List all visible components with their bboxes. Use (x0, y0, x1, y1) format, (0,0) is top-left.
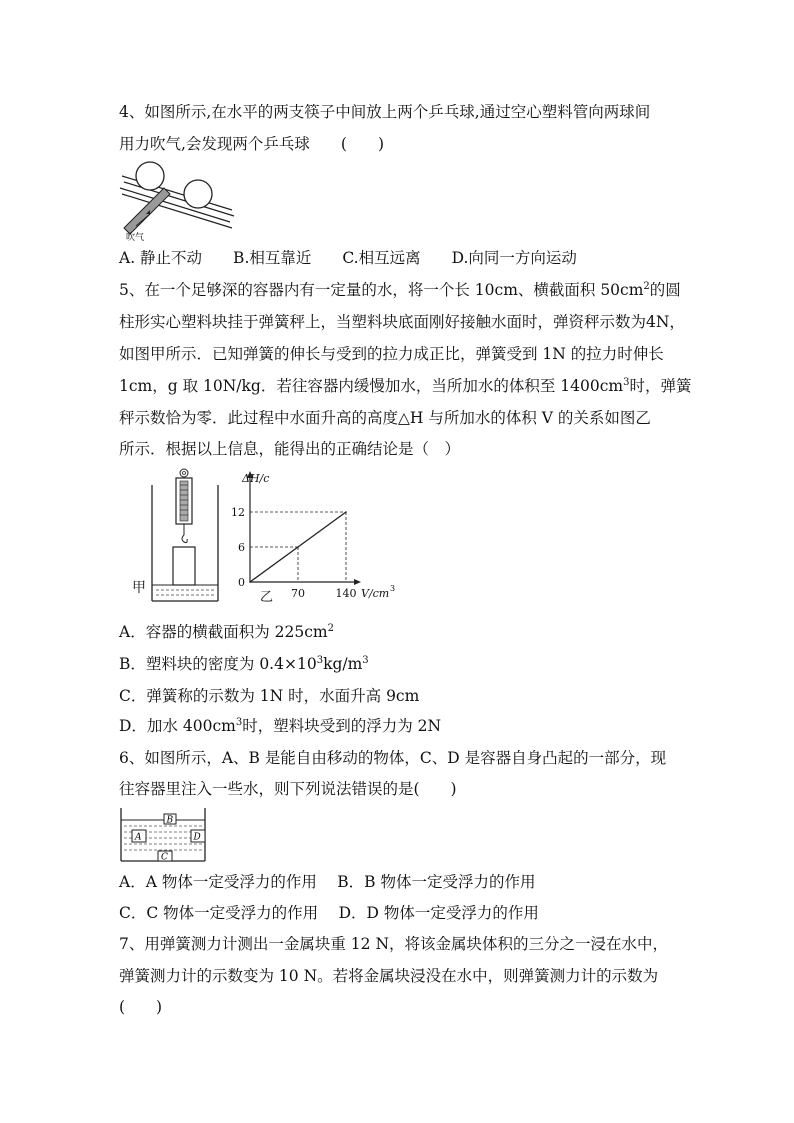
q4-figure-chopsticks-balls (118, 158, 238, 242)
q6-label-d: D (193, 832, 201, 843)
chart-y-tick-label: 0 (238, 576, 245, 589)
q5-option-a (119, 622, 334, 642)
chart-figure-label: 乙 (260, 590, 274, 605)
chart-x-tick-label: 70 (291, 587, 305, 600)
q6-text-line2: 往容器里注入一些水，则下列说法错误的是( ) (119, 780, 457, 798)
q5-option-a-sup: 2 (327, 623, 334, 634)
q6-label-c: C (161, 852, 168, 863)
q6-options-row2: C．C 物体一定受浮力的作用 D．D 物体一定受浮力的作用 (119, 904, 539, 922)
q6-text-line1: 6、如图所示，A、B 是能自由移动的物体，C、D 是容器自身凸起的一部分，现 (119, 749, 667, 767)
q5-option-d-sup: 3 (235, 717, 243, 728)
q6-figure-container (118, 806, 210, 864)
q5-option-d-text: D．加水 400cm (119, 717, 236, 735)
q5-line1-tail: 的圆 (649, 281, 681, 299)
q6-label-b: B (166, 815, 174, 826)
chart-x-axis-arrow (354, 579, 361, 585)
q5-option-d-tail: 时，塑料块受到的浮力为 2N (242, 717, 442, 735)
q5-line4-main: 1cm，g 取 10N/kg．若往容器内缓慢加水，当所加水的体积至 1400cm (119, 377, 624, 395)
chart-point (297, 546, 299, 548)
chart-y-label: ΔH/c (242, 472, 270, 485)
chart-x-label-sup: 3 (390, 584, 396, 593)
q5-option-b-text: B．塑料块的密度为 0.4×10 (119, 655, 317, 673)
chart-point (249, 581, 251, 583)
q5-option-b-sup1: 3 (316, 655, 324, 666)
chart-x-label: V/cm (361, 587, 390, 600)
q5-text-line5: 秤示数恰为零．此过程中水面升高的高度△H 与所加水的体积 V 的关系如图乙 (119, 409, 651, 427)
q5-text-line6: 所示．根据以上信息，能得出的正确结论是（ ） (119, 440, 461, 458)
q5-text-line3: 如图甲所示．已知弹簧的伸长与受到的拉力成正比，弹簧受到 1N 的拉力时伸长 (119, 345, 664, 363)
q4-text-line1: 4、如图所示,在水平的两支筷子中间放上两个乒乓球,通过空心塑料管向两球间 (119, 103, 651, 121)
q5-text-line2: 柱形实心塑料块挂于弹簧秤上，当塑料块底面刚好接触水面时，弹资秤示数为4N， (119, 313, 685, 331)
q5-figure-yi-chart[interactable] (228, 466, 396, 606)
chart-y-tick-label: 6 (238, 541, 245, 554)
q5-line4-tail: 时，弹簧 (629, 377, 692, 395)
q6-label-a: A (135, 832, 142, 843)
q5-text-line1 (119, 280, 681, 300)
chart-x-tick-label: 140 (335, 587, 357, 600)
q7-text-line3: ( ) (119, 998, 163, 1016)
q5-option-c: C．弹簧称的示数为 1N 时，水面升高 9cm (119, 687, 420, 705)
q5-option-b-sup2: 3 (362, 655, 369, 666)
q5-line1-sup: 2 (643, 281, 650, 292)
q5-text-line4 (119, 376, 691, 396)
q5-option-d (119, 716, 441, 736)
q5-option-a-text: A．容器的横截面积为 225cm (119, 623, 328, 641)
q4-figure-label: 吹气 (126, 233, 145, 243)
q6-options-row1: A．A 物体一定受浮力的作用 B．B 物体一定受浮力的作用 (119, 873, 536, 891)
q4-options: A. 静止不动 B.相互靠近 C.相互远离 D.向同一方向运动 (119, 249, 577, 267)
q5-option-b-mid: kg/m (323, 655, 363, 673)
q5-figure-jia-label: 甲 (132, 580, 146, 596)
q7-text-line2: 弹簧测力计的示数变为 10 N。若将金属块浸没在水中，则弹簧测力计的示数为 (119, 967, 659, 985)
q5-option-b (119, 654, 369, 674)
chart-y-tick-label: 12 (231, 506, 245, 519)
q7-text-line1: 7、用弹簧测力计测出一金属块重 12 N，将该金属块体积的三分之一浸在水中， (119, 935, 669, 953)
q4-text-line2: 用力吹气,会发现两个乒乓球 ( ) (119, 135, 385, 153)
q5-line4-sup: 3 (623, 377, 630, 388)
chart-point (345, 511, 347, 513)
q5-line1-main: 5、在一个足够深的容器内有一定量的水，将一个长 10cm、横截面积 50cm (119, 281, 644, 299)
